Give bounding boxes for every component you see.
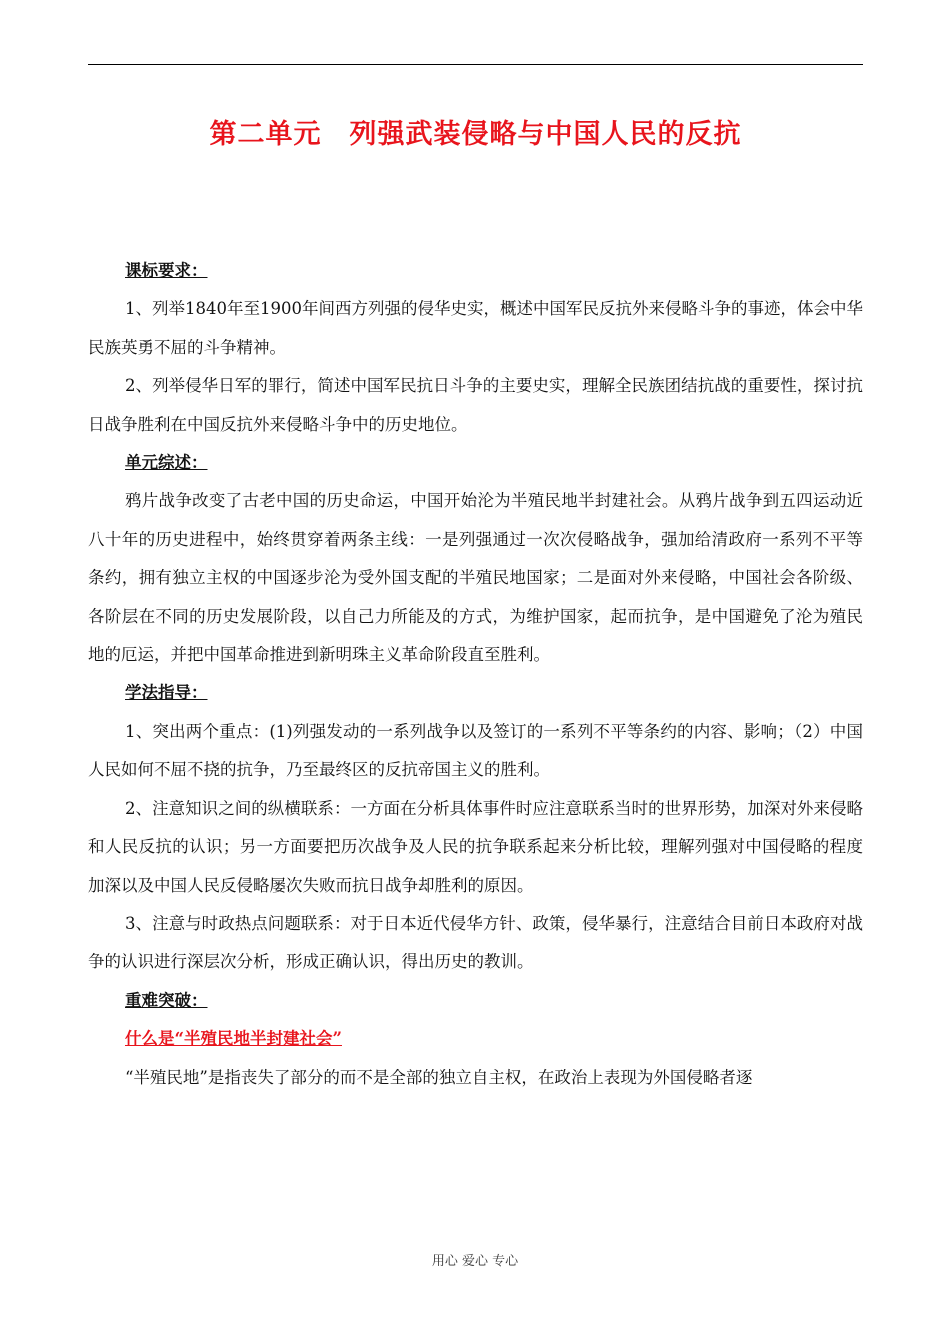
document-body xyxy=(88,252,863,1097)
method-paragraph-3: 3、注意与时政热点问题联系：对于日本近代侵华方针、政策，侵华暴行，注意结合目前日本政府对战争的认识进行深层次分析，形成正确认识，得出历史的教训。 xyxy=(88,913,863,972)
section-heading-curriculum: 课标要求： xyxy=(125,261,208,280)
curriculum-paragraph-1: 1、列举1840年至1900年间西方列强的侵华史实，概述中国军民反抗外来侵略斗争的事迹，体会中华民族英勇不屈的斗争精神。 xyxy=(88,299,863,357)
overview-paragraph: 鸦片战争改变了古老中国的历史命运，中国开始沦为半殖民地半封建社会。从鸦片战争到五四运动近八十年的历史进程中，始终贯穿着两条主线：一是列强通过一次次侵略战争，强加给清政府一系列不平等条约，拥有独立主权的中国逐步沦为受外国支配的半殖民地国家；二是面对外来侵略，中国社会各阶级、各阶层在不同的历史发展阶段，以自己力所能及的方式，为维护国家，起而抗争，是中国避免了沦为殖民地的厄运，并把中国革命推进到新明珠主义革命阶段直至胜利。 xyxy=(88,491,863,665)
section-heading-difficulty: 重难突破： xyxy=(125,990,208,1010)
difficulty-paragraph: “半殖民地”是指丧失了部分的而不是全部的独立自主权，在政治上表现为外国侵略者逐 xyxy=(125,1067,753,1087)
method-paragraph-1: 1、突出两个重点：(1)列强发动的一系列战争以及签订的一系列不平等条约的内容、影响；（2）中国人民如何不屈不挠的抗争，乃至最终区的反抗帝国主义的胜利。 xyxy=(88,721,863,780)
method-paragraph-2: 2、注意知识之间的纵横联系：一方面在分析具体事件时应注意联系当时的世界形势，加深对外来侵略和人民反抗的认识；另一方面要把历次战争及人民的抗争联系起来分析比较，理解列强对中国侵略的程度加深以及中国人民反侵略屡次失败而抗日战争却胜利的原因。 xyxy=(88,798,863,895)
page-title: 第二单元 列强武装侵略与中国人民的反抗 xyxy=(209,119,742,150)
difficulty-subheading: 什么是“半殖民地半封建社会” xyxy=(125,1029,342,1049)
page-footer: 用心 爱心 专心 xyxy=(431,1254,519,1269)
header-rule xyxy=(88,64,863,65)
section-heading-overview: 单元综述： xyxy=(125,453,208,473)
section-heading-method: 学法指导： xyxy=(125,683,208,703)
curriculum-paragraph-2: 2、列举侵华日军的罪行，简述中国军民抗日斗争的主要史实，理解全民族团结抗战的重要性，探讨抗日战争胜利在中国反抗外来侵略斗争中的历史地位。 xyxy=(88,376,863,434)
